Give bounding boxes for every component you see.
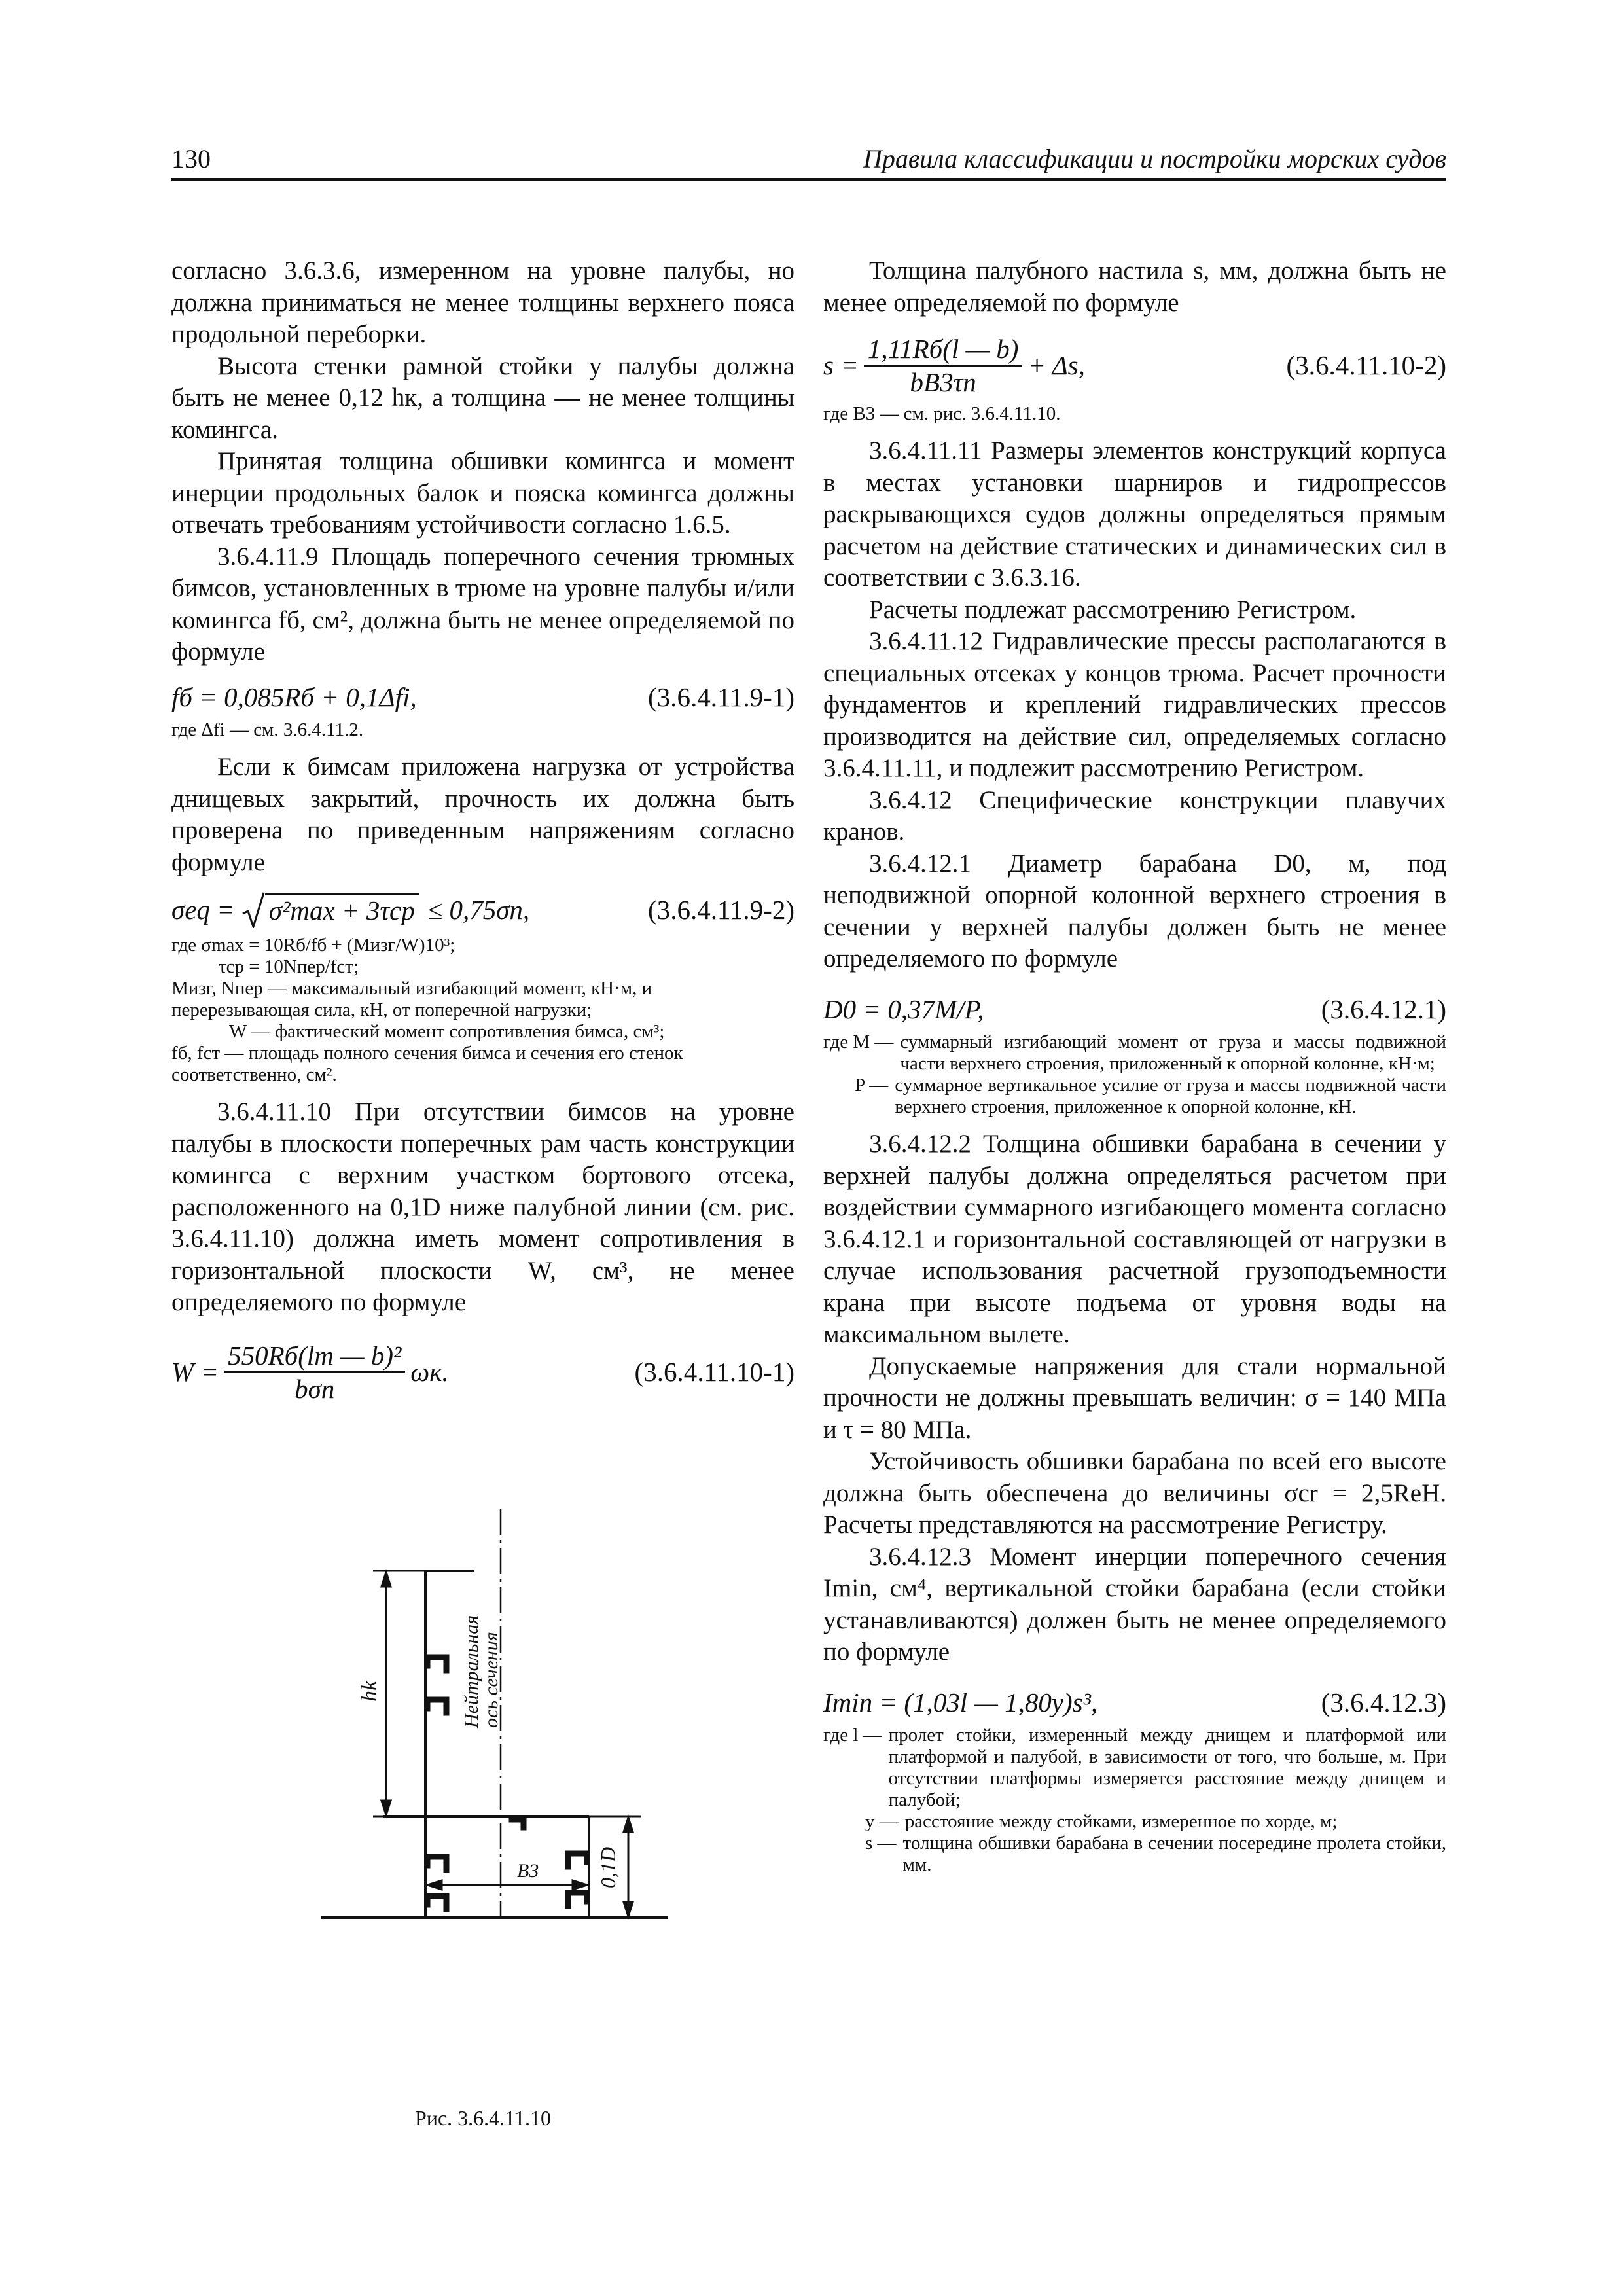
label-b3: B3 bbox=[517, 1860, 539, 1882]
legend-line: где Δfi — см. 3.6.4.11.2. bbox=[171, 719, 364, 740]
legend-line: W — фактический момент сопротивления бимса, см³; bbox=[229, 1021, 665, 1042]
legend-text: пролет стойки, измеренный между днищем и платформой или платформой и палубой, в зависимости от того, что больше, м. При отсутствии платформы измеряется расстояние между днищем и палубой; bbox=[888, 1725, 1446, 1810]
formula-legend bbox=[823, 1725, 1446, 1876]
label-neutral-axis: Нейтральная bbox=[461, 1615, 482, 1728]
legend-line bbox=[823, 1811, 1446, 1833]
legend-text: расстояние между стойками, измеренное по хорде, м; bbox=[904, 1811, 1338, 1832]
formula-radicand: σ²max + 3τср bbox=[265, 893, 419, 927]
legend-line bbox=[823, 1075, 1446, 1118]
legend-text: суммарный изгибающий момент от груза и массы подвижной части верхнего строения, приложенный к опорной колонне, кН·м; bbox=[900, 1031, 1446, 1074]
equation-number: (3.6.4.11.10-2) bbox=[1286, 350, 1446, 381]
paragraph: 3.6.4.11.10 При отсутствии бимсов на уровне палубы в плоскости поперечных рам часть конструкции комингса с верхним участком бортового отсека, расположенного на 0,1D ниже палубной линии (см. рис. 3.6.4.11.10) должна иметь момент сопротивления в горизонтальной плоскости W, см³, не менее определяемого по формуле bbox=[171, 1098, 794, 1316]
legend-line bbox=[823, 1833, 1446, 1876]
formula-rhs: ≤ 0,75σn, bbox=[427, 894, 530, 925]
paragraph: Если к бимсам приложена нагрузка от устройства днищевых закрытий, прочность их должна быть проверена по приведенным напряжениям согласно формуле bbox=[171, 753, 794, 876]
fraction bbox=[864, 334, 1023, 397]
left-column bbox=[171, 255, 794, 1410]
formula-3-6-4-11-9-2 bbox=[171, 891, 794, 928]
legend-text: суммарное вертикальное усилие от груза и массы подвижной части верхнего строения, приложенное к опорной колонне, кН. bbox=[895, 1075, 1446, 1117]
legend-key: y — bbox=[865, 1811, 899, 1832]
figure-caption: Рис. 3.6.4.11.10 bbox=[415, 2106, 551, 2130]
formula-3-6-4-12-1 bbox=[823, 994, 1446, 1026]
legend-text: толщина обшивки барабана в сечении посередине пролета стойки, мм. bbox=[902, 1833, 1446, 1875]
formula-3-6-4-12-3 bbox=[823, 1687, 1446, 1719]
formula-legend bbox=[823, 1031, 1446, 1118]
formula-lhs: s = bbox=[823, 350, 859, 381]
legend-line: где σmax = 10Rб/fб + (Mизг/W)10³; bbox=[171, 935, 455, 956]
fraction-numerator: 1,11Rб(l — b) bbox=[864, 334, 1023, 367]
legend-key: где l — bbox=[823, 1725, 882, 1746]
legend-line: Mизг, Nпер — максимальный изгибающий момент, кН·м, и перерезывающая сила, кН, от поперечной нагрузки; bbox=[171, 978, 652, 1020]
formula-expression bbox=[823, 334, 1085, 397]
formula-expression: fб = 0,085Rб + 0,1Δfi, bbox=[171, 681, 417, 712]
formula-legend bbox=[171, 935, 794, 1086]
paragraph: согласно 3.6.3.6, измеренном на уровне палубы, но должна приниматься не менее толщины верхнего пояса продольной переборки. bbox=[171, 257, 794, 348]
fraction bbox=[224, 1341, 405, 1403]
formula-3-6-4-11-10-2 bbox=[823, 334, 1446, 397]
paragraph: 3.6.4.11.9 Площадь поперечного сечения трюмных бимсов, установленных в трюме на уровне палубы и/или комингса fб, см², должна быть не менее определяемой по формуле bbox=[171, 542, 794, 666]
paragraph: 3.6.4.11.12 Гидравлические прессы располагаются в специальных отсеках у концов трюма. Расчет прочности фундаментов и креплений гидравлических прессов производится на действие сил, определяемых согласно 3.6.4.11.11, и подлежит рассмотрению Регистром. bbox=[823, 627, 1446, 782]
legend-key: где M — bbox=[823, 1031, 894, 1052]
paragraph: 3.6.4.12.1 Диаметр барабана D0, м, под неподвижной опорной колонной верхнего строения в сечении у верхней палубы должен быть не менее определяемого по формуле bbox=[823, 849, 1446, 973]
paragraph: Высота стенки рамной стойки у палубы должна быть не менее 0,12 hк, а толщина — не менее толщины комингса. bbox=[171, 351, 794, 444]
formula-expression: Imin = (1,03l — 1,80y)s³, bbox=[823, 1687, 1098, 1717]
legend-line bbox=[823, 1031, 1446, 1075]
formula-legend bbox=[171, 719, 794, 741]
paragraph: 3.6.4.12 Специфические конструкции плавучих кранов. bbox=[823, 785, 1446, 846]
formula-lhs: σeq = bbox=[171, 894, 235, 925]
legend-key: s — bbox=[865, 1833, 897, 1854]
formula-3-6-4-11-9-1 bbox=[171, 681, 794, 713]
paragraph: Допускаемые напряжения для стали нормальной прочности не должны превышать величин: σ = 140 МПа и τ = 80 МПа. bbox=[823, 1352, 1446, 1444]
label-0-1d: 0,1D bbox=[596, 1846, 620, 1888]
legend-line: fб, fст — площадь полного сечения бимса и сечения его стенок соответственно, см². bbox=[171, 1043, 683, 1085]
formula-legend bbox=[823, 403, 1446, 425]
formula-lhs: W = bbox=[171, 1356, 219, 1387]
formula-tail: + Δs, bbox=[1027, 350, 1085, 381]
paragraph: Расчеты подлежат рассмотрению Регистром. bbox=[869, 595, 1357, 624]
fraction-denominator: bσn bbox=[294, 1373, 335, 1404]
paragraph: 3.6.4.11.11 Размеры элементов конструкций корпуса в местах установки шарниров и гидропрессов раскрывающихся судов должны определяться прямым расчетом на действие статических и динамических сил в соответствии с 3.6.3.16. bbox=[823, 437, 1446, 592]
equation-number: (3.6.4.12.1) bbox=[1321, 994, 1446, 1024]
running-title: Правила классификации и постройки морских судов bbox=[863, 144, 1446, 173]
equation-number: (3.6.4.11.9-1) bbox=[648, 681, 794, 712]
paragraph: 3.6.4.12.2 Толщина обшивки барабана в сечении у верхней палубы должна определяться расчетом при воздействии суммарного изгибающего момента согласно 3.6.4.12.1 и горизонтальной составляющей от нагрузки в случае использования расчетной грузоподъемности крана при высоте подъема от уровня воды на максимальном вылете. bbox=[823, 1130, 1446, 1348]
page-number: 130 bbox=[171, 144, 211, 173]
equation-number: (3.6.4.12.3) bbox=[1321, 1687, 1446, 1717]
paragraph: Толщина палубного настила s, мм, должна быть не менее определяемой по формуле bbox=[823, 257, 1446, 317]
figure-3-6-4-11-10 bbox=[275, 1505, 746, 1924]
equation-number: (3.6.4.11.10-1) bbox=[634, 1356, 794, 1387]
formula-3-6-4-11-10-1 bbox=[171, 1341, 794, 1403]
legend-line bbox=[823, 1725, 1446, 1811]
equation-number: (3.6.4.11.9-2) bbox=[648, 894, 794, 925]
formula-expression bbox=[171, 1341, 449, 1403]
legend-key: P — bbox=[855, 1075, 889, 1096]
page-header bbox=[171, 145, 1446, 181]
fraction-denominator: bB3τn bbox=[910, 367, 976, 397]
paragraph: Устойчивость обшивки барабана по всей его высоте должна быть обеспечена до величины σcr = 2,5ReH. Расчеты представляются на рассмотрение Регистру. bbox=[823, 1447, 1446, 1539]
paragraph: Принятая толщина обшивки комингса и момент инерции продольных балок и пояска комингса должны отвечать требованиям устойчивости согласно 1.6.5. bbox=[171, 447, 794, 539]
legend-line: где B3 — см. рис. 3.6.4.11.10. bbox=[823, 403, 1061, 424]
legend-line: τср = 10Nпер/fст; bbox=[219, 956, 359, 977]
right-column bbox=[823, 255, 1446, 1886]
formula-expression: D0 = 0,37M/P, bbox=[823, 994, 984, 1024]
label-hk: hk bbox=[357, 1680, 382, 1702]
formula-expression bbox=[171, 891, 529, 928]
fraction-numerator: 550Rб(lт — b)² bbox=[224, 1341, 405, 1373]
paragraph: 3.6.4.12.3 Момент инерции поперечного сечения Imin, см⁴, вертикальной стойки барабана (если стойки устанавливаются) должен быть не менее определяемого по формуле bbox=[823, 1542, 1446, 1666]
sqrt-sign-icon bbox=[241, 891, 265, 928]
formula-tail: ωк. bbox=[410, 1356, 449, 1387]
label-neutral-axis-2: ось сечения bbox=[480, 1632, 502, 1728]
